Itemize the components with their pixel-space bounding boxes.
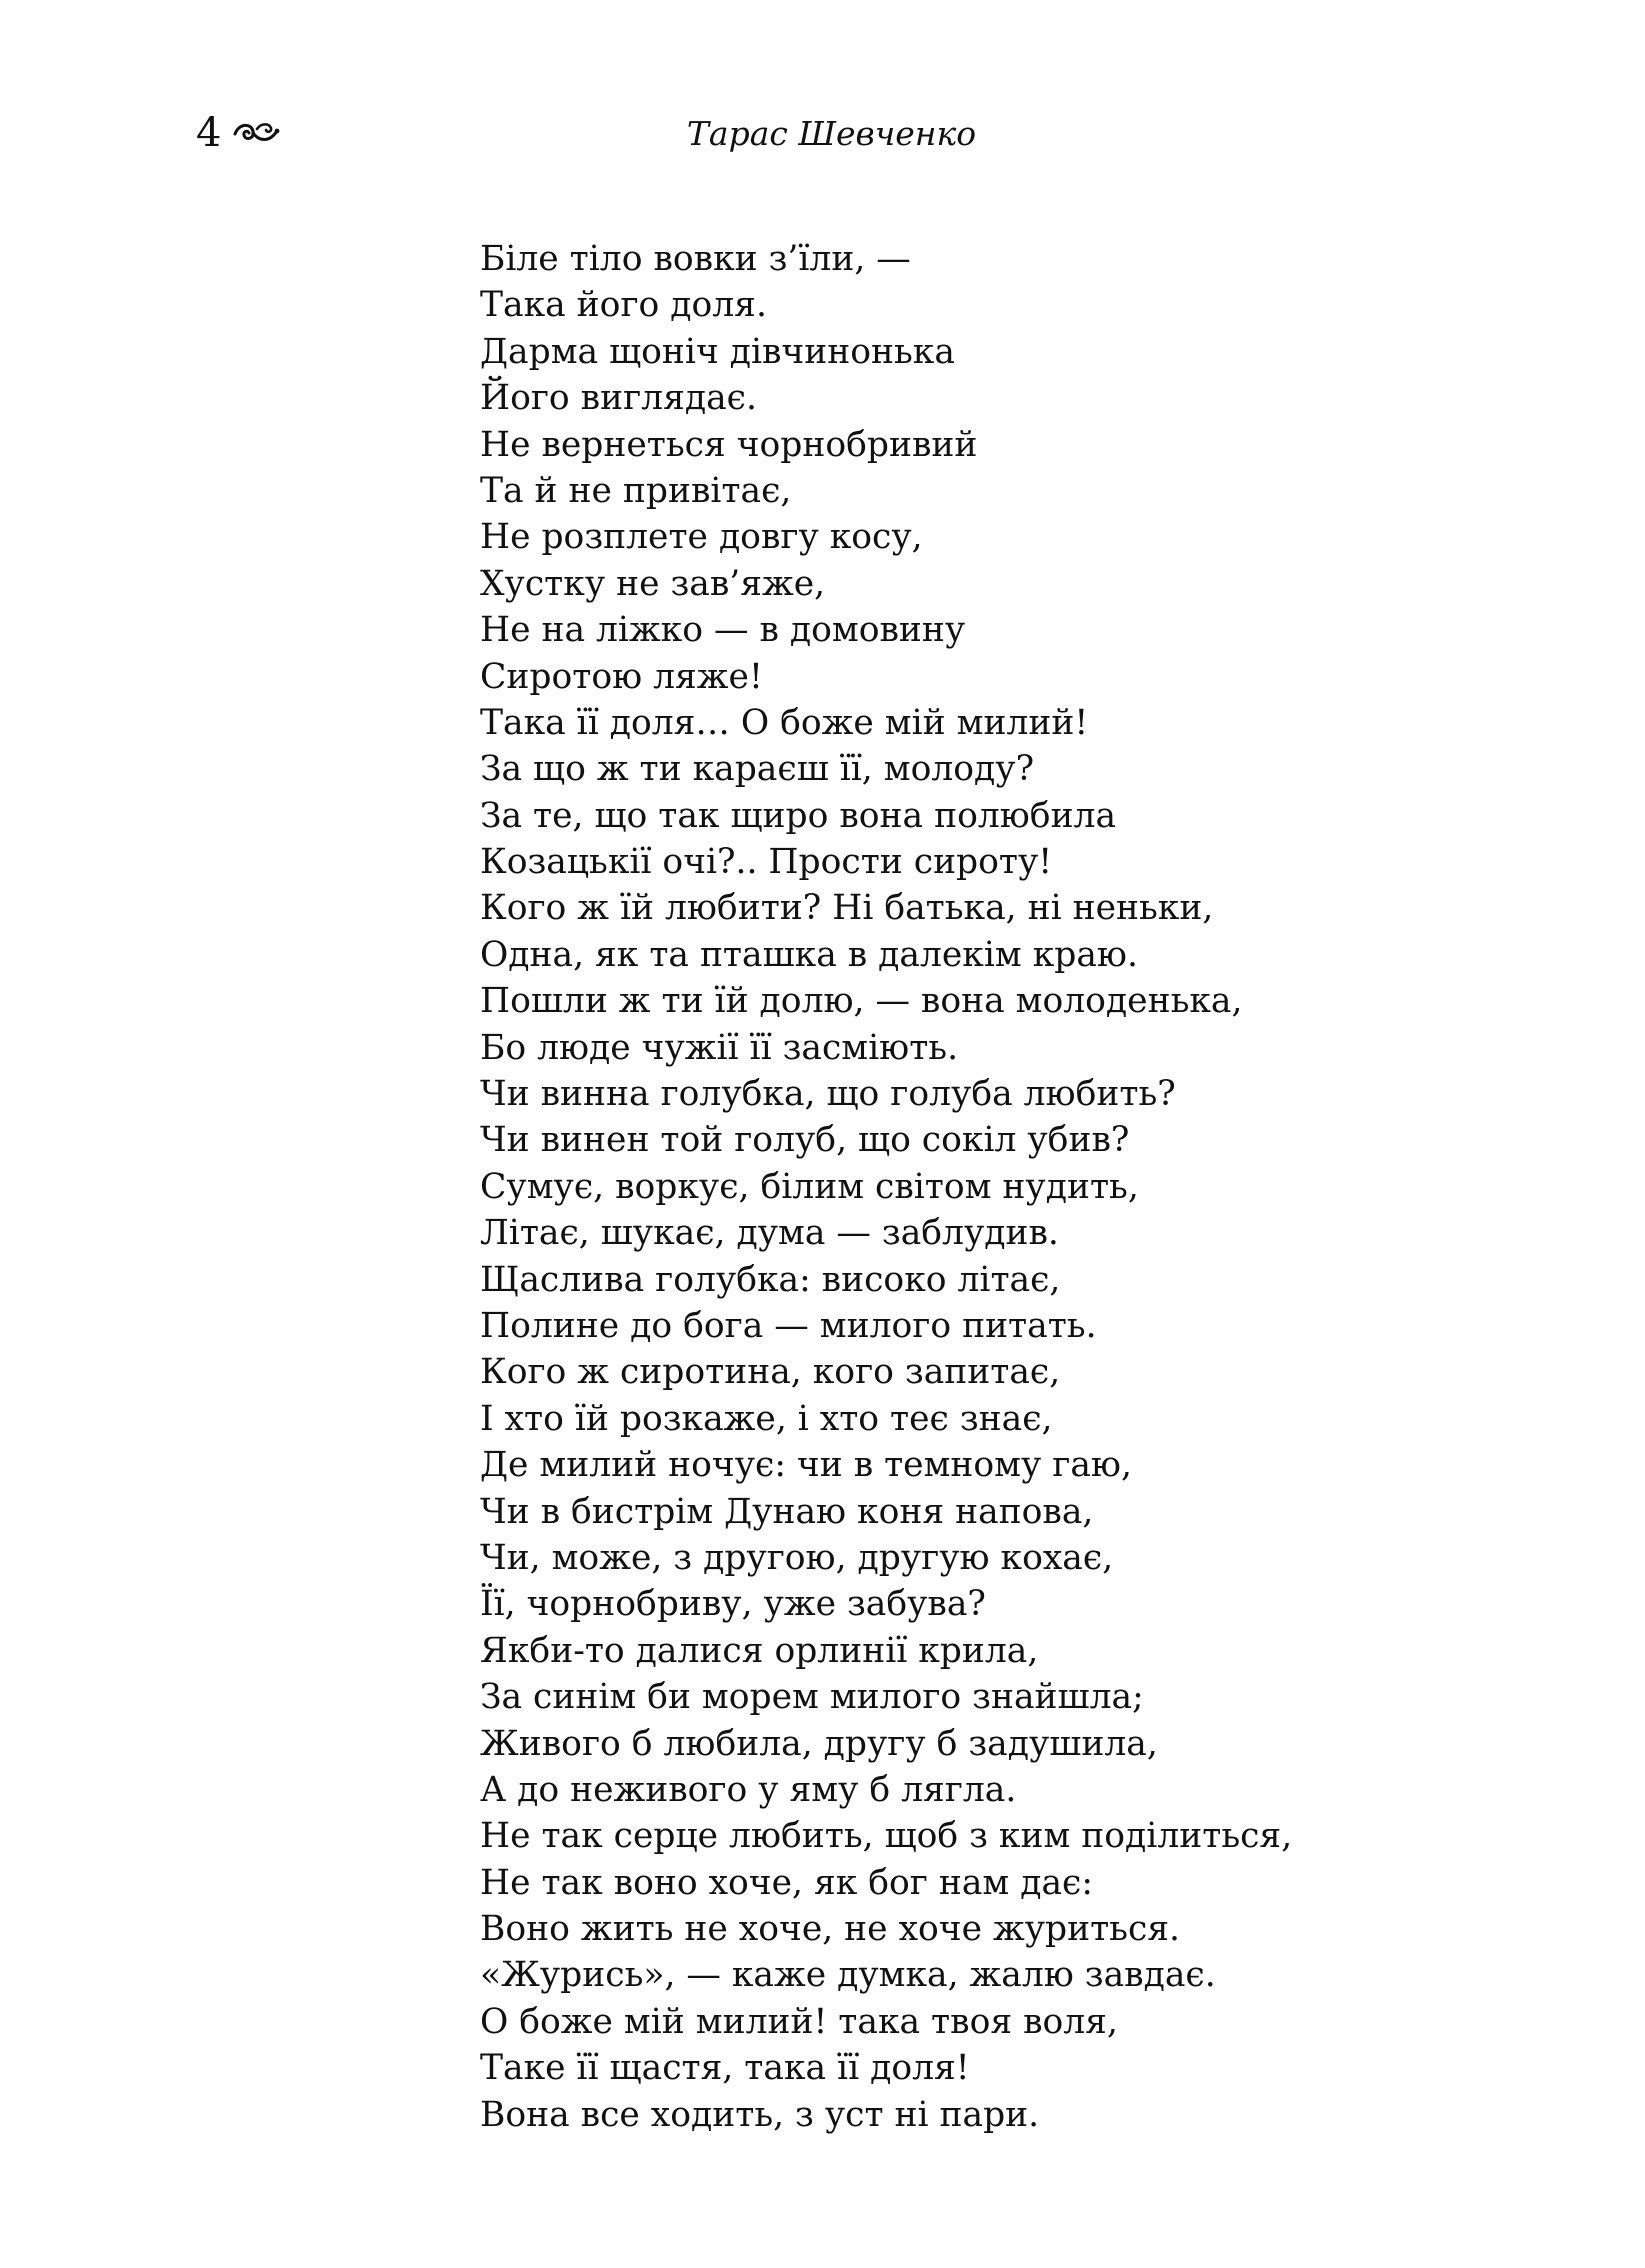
- poem-line: Така її доля… О боже мій милий!: [480, 702, 1089, 743]
- poem-line: А до неживого у яму б лягла.: [480, 1769, 1017, 1810]
- poem-line: Така його доля.: [480, 285, 767, 326]
- poem-line: Його виглядає.: [480, 378, 757, 419]
- poem-line: Чи в бистрім Дунаю коня напова,: [480, 1491, 1094, 1532]
- poem-line: Воно жить не хоче, не хоче журиться.: [480, 1909, 1181, 1950]
- poem-line: Щаслива голубка: високо літає,: [480, 1259, 1061, 1300]
- poem-line: За синім би морем милого знайшла;: [480, 1677, 1144, 1718]
- poem-line: За те, що так щиро вона полюбила: [480, 795, 1117, 836]
- poem-line: За що ж ти караєш її, молоду?: [480, 749, 1035, 790]
- poem-line: Кого ж сиротина, кого запитає,: [480, 1352, 1061, 1393]
- poem-line: Вона все ходить, з уст ні пари.: [480, 2094, 1040, 2135]
- poem-line: Пошли ж ти їй долю, — вона молоденька,: [480, 981, 1243, 1022]
- poem-line: «Журись», — каже думка, жалю завдає.: [480, 1955, 1216, 1996]
- poem-line: Полине до бога — милого питать.: [480, 1305, 1097, 1346]
- poem-line: Чи винна голубка, що голуба любить?: [480, 1074, 1176, 1115]
- poem-line: Не на ліжко — в домовину: [480, 610, 966, 651]
- poem-text: [480, 236, 1580, 2138]
- poem-line: Не так серце любить, щоб з ким поділиться,: [480, 1816, 1293, 1857]
- poem-line: Де милий ночує: чи в темному гаю,: [480, 1445, 1132, 1486]
- poem-line: Біле тіло вовки з’їли, —: [480, 239, 911, 279]
- poem-line: Якби-то далися орлинії крила,: [480, 1630, 1039, 1671]
- poem-line: Чи, може, з другою, другую кохає,: [480, 1537, 1114, 1578]
- poem-line: Хустку не зав’яже,: [480, 563, 826, 604]
- poem-line: О боже мій милий! така твоя воля,: [480, 2001, 1118, 2042]
- page-number: 4: [196, 110, 222, 156]
- poem-line: Таке її щастя, така її доля!: [480, 2048, 970, 2089]
- poem-line: І хто їй розкаже, і хто теє знає,: [480, 1398, 1053, 1439]
- poem-line: Дарма щоніч дівчинонька: [480, 331, 955, 372]
- poem-line: Її, чорнобриву, уже забува?: [480, 1584, 986, 1625]
- running-header-author: Тарас Шевченко: [686, 114, 977, 153]
- poem-line: Козацькії очі?.. Прости сироту!: [480, 842, 1053, 883]
- poem-line: Чи винен той голуб, що сокіл убив?: [480, 1120, 1130, 1161]
- poem-line: Літає, шукає, дума — заблудив.: [480, 1213, 1059, 1254]
- poem-line: Одна, як та пташка в далекім краю.: [480, 934, 1138, 975]
- poem-line: Бо люде чужії її засміють.: [480, 1027, 959, 1068]
- poem-line: Не так воно хоче, як бог нам дає:: [480, 1862, 1093, 1903]
- poem-line: Не вернеться чорнобривий: [480, 424, 978, 465]
- poem-line: Кого ж їй любити? Ні батька, ні неньки,: [480, 888, 1214, 929]
- poem-line: Та й не привітає,: [480, 470, 792, 511]
- poem-line: Не розплете довгу косу,: [480, 517, 923, 558]
- poem-line: Сиротою ляже!: [480, 656, 763, 697]
- poem-line: Живого б любила, другу б задушила,: [480, 1723, 1158, 1764]
- poem-line: Сумує, воркує, білим світом нудить,: [480, 1166, 1139, 1207]
